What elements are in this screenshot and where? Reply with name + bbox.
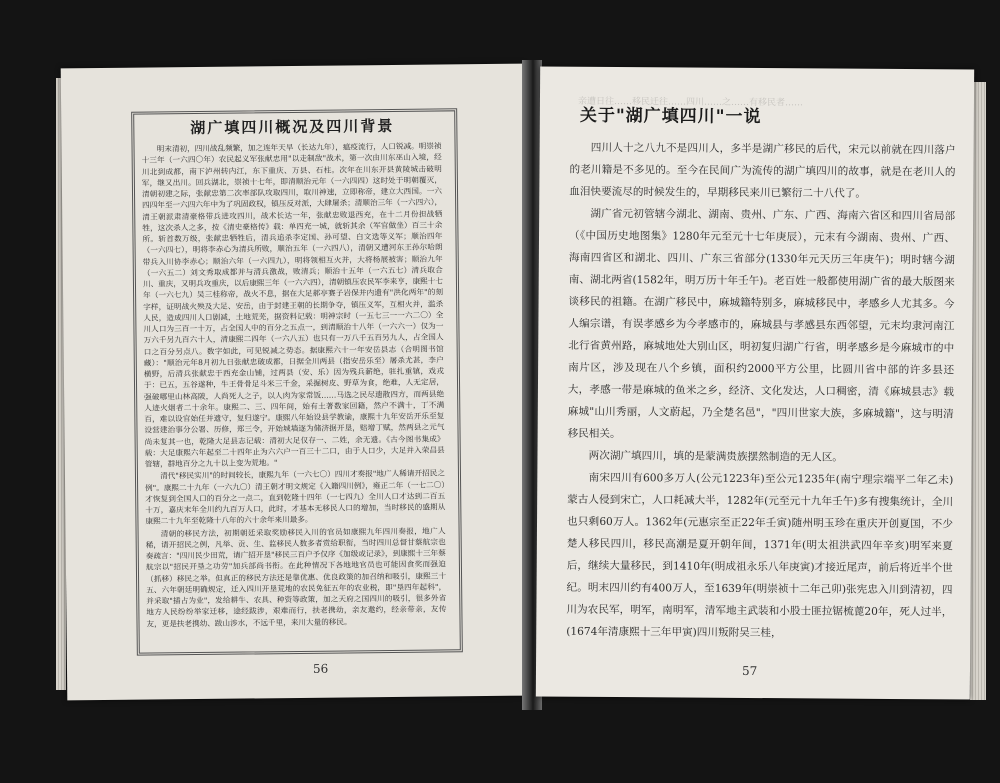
right-page-body — [566, 137, 956, 646]
paragraph: 湖广省元初管辖今湖北、湖南、贵州、广东、广西、海南六省区和四川省局部（《中国历史地图集》1280年元至元十七年庚辰），元末有今湖南、贵州、广西、海南四省区和湖北、四川、广东三省部分(1330年元天历三年庚午)；明时辖今湖南、湖北两省(1582年，明万历十年壬午)。老百姓一般都使用湖广省的最大版图来谈移民的祖籍。在湖广移民中，麻城籍特别多，麻城移民中，孝感乡人尤其多。今人编宗谱，有误孝感乡为今孝感市的，麻城县与孝感县东西邻望，元末均隶河南江北行省黄州路，麻城地处大别山区，明初复归湖广行省，明孝感乡是今麻城市的中南片区，涉及现在八个乡镇，面积约2000平方公里，比圆川省中部的许多县还大，孝感一带是麻城的鱼米之乡，经济、文化发达，人口稠密，清《麻城县志》载麻城"山川秀丽，人文蔚起，乃全楚名邑"，"四川世家大族，多麻城籍"，这与明清移民相关。 — [567, 207, 956, 441]
right-page-title: 关于"湖广填四川"一说 — [579, 105, 762, 128]
left-page-body — [141, 140, 446, 630]
page-number-right: 57 — [741, 663, 758, 679]
page-number-left: 56 — [312, 661, 329, 676]
paragraph: 四川人十之八九不是四川人，多半是湖广移民的后代，宋元以前就在四川落户的老川籍是不多见的。至今在民间广为流传的湖广填四川的故事，就是在老川人的血泪快要流尽的时候发生的，早期移民来川已繁衍二十八代了。 — [569, 141, 956, 200]
paragraph: 清代"移民实川"的时间较长，康熙九年（一六七〇）四川才奏报"地广人稀请开招民之例"。康熙二十九年（一六九〇）清王朝才明文规定《入籍四川例》，雍正二年（一七二〇）才恢复到全国人口的百分之一点二，直到乾隆十四年（一七四九）全川人口才达到二百五十万，嘉庆末年全川约九百万人口，此时，才基本无移民人口的增加，当时移民的盛期从康熙二十九年至乾隆十八年的六十余年来川最多。 — [145, 468, 446, 526]
bleed-through-text: 亲遭日往……移民迁往……四川……之……有移民者…… — [577, 96, 804, 109]
paragraph: 南宋四川有600多万人(公元1223年)至公元1235年(南宁理宗端平二年乙未)蒙古人侵到宋亡，人口耗减大半，1282年(元至元十九年壬午)多有搜集统计，全川也只剩60万人。1362年(元惠宗至正22年壬寅)随州明玉珍在重庆开创夏国，不少楚人移民四川，移民高潮是夏开朝年间，1371年(明太祖洪武四年辛亥)明军来夏后，继续大量移民，到1410年(明成祖永乐八年庚寅)才接近尾声，前后将近半个世纪。明末四川约有400万人，至1639年(明崇祯十二年己卯)张宪忠入川到清初，四川为农民军，明军，南明军，清军地主武装和小股士匪拉锯梳蓖20年，死人过半，(1674年清康熙十三年甲寅)四川叛附吴三桂， — [566, 471, 954, 640]
left-page — [61, 64, 530, 701]
left-page-title: 湖广填四川概况及四川背景 — [190, 116, 395, 138]
paragraph: 两次湖广填四川，填的是蒙满贵族摆然制造的无人区。 — [588, 449, 843, 464]
right-page — [536, 66, 974, 699]
paragraph: 明末清初，四川战乱频繁，加之连年天旱（长达九年），瘟疫流行，人口锐减。明崇祯十三年（一六四〇年）农民起义军张献忠用"以走制敌"战术，第一次由川东巫山入境，经川北到成都，南下泸州转内江，东下重庆、万县、石柱。次年在川东开县黄陵城击破明军，继又出川。回兵湖北，崇祯十七年，即清顺治元年（一六四四）这时处于明朝覆灭，清朝初建之际，张献忠第二次率部队攻取四川，取川神速，立即称帝，建立大西国。一六四四年至一六四六年中为了巩固政权，镇压反对派，大肆屠杀；清顺治三年（一六四六），清王朝派肃清豪格带兵进攻四川，战术长达一年，张献忠败退西充，在十二月份担战牺牲，这次杀人之多，按《清史豪格传》载：单四充一城，就斩其余（军官做坐）百三十余所。斩首数万级，张献忠牺牲后，清兵追杀李定国、孙可望、白文选等义军；顺治四年（一六四七），明将李赤心为清兵所败，顺治五年（一六四八），清朝又遭河东王孙尔哈朗带兵入川协李赤心；顺治六年（一六四九），明将领相互火并，大将杨展被害；顺治九年（一六五二）刘文秀取成都并与清兵激战，败清兵；顺治十五年（一六五七）清兵取合川、重庆，又明兵攻重庆，以后康熙三年（一六六四），清朝镇压农民军李来亨，康熙十七年（一六七九）吴三桂称帝，战火不息，据在大足郝亭赛子岩保并内遗有"洪化两年"的刻字样，证明战火殃及大足、安岳，由于封建王朝的长期争夺，镇压义军，互相火并，滥杀人民，造成四川人口剧减，土地荒芜，据资料记载：明神宗时（一五七三一一六二〇）全川人口为三百一十万，占全国人中的百分之五点一，到清顺治十八年（一六六一）仅为一万六千另九百六十人，清康熙二四年（一六八五）也只有一万八千五百另九人，占全国人口之百分另点八。数字如此，可见锐减之势态。据康熙六十一年安岳县志（合明图书馆藏）："顺治元年8月初九日张献忠破成都，日据全川两县（指安岳乐至）屠杀尤甚，李户横野，后清兵张献忠于西充金山铺，过两县（安、乐）因为残兵薪绝，驻扎重镇，戏戎于：已五，五谷遂种，牛王骨骨足斗米三千金，采掘树皮、野草为食，绝难，人无定居，强破哪里山林高陂，人尚死人之子，以人肉为家常饭……马选之民尽遗散四方，而两县绝人迹火烟者二十余年。康熙二、三、四年间，始有土著数家回籍，然户不满十，丁不满百，难以设官始任并遗守，复归遂宁。康熙八年始设县学教谕，康熙十九年安岳开乐至复设营建治事分公署、历修，郑三令，开始城墙逐为储济据开垦，赔增丁赋，然两县之元气尚未复其一也，乾隆大足县志记载：清初大足仅存一、二姓，余无遗。《古今图书集成》载：大足康熙六年起至二十四年止为六六户一百三十二口，由于人口少，大足并入荣昌县管辖，群地百分之九十以上变为荒地。" — [141, 141, 445, 469]
paragraph: 清朝的移民方法，初期朝廷采取奖励移民入川的官员如康熙九年四川奏报，地广人稀，请开招民之例，凡举、贡、生、监移民人数多者赏给职衔，当时四川总督甘蔡航宗也奏疏言："四川民少田荒，请广招开垦"移民三百户予仅序《加级或记录》，到康熙十三年蔡航宗以"招民开垦之功劳"加兵部尚书衔。在此种情况下各地地官员也可能因食奖而强迫（抓移）移民之举。但真正的移民方法还是靠优惠、优良政策的加召纳和吸引，康熙三十五、六年朝廷明确规定，迁入四川开垦荒地的农民免征五年的农业税，即"垦四年起科"，并采取"插占为业"，发给耕牛、农具、种资等政策，加之天府之国四川的吸引，很多外省地方人民纷纷举家迁移，途经跋涉，艰难而行，扶老携幼，亲友邀约，经亲带亲，友传友，更是扶老携幼、跋山涉水，不远千里，来川大量的移民。 — [145, 525, 447, 629]
